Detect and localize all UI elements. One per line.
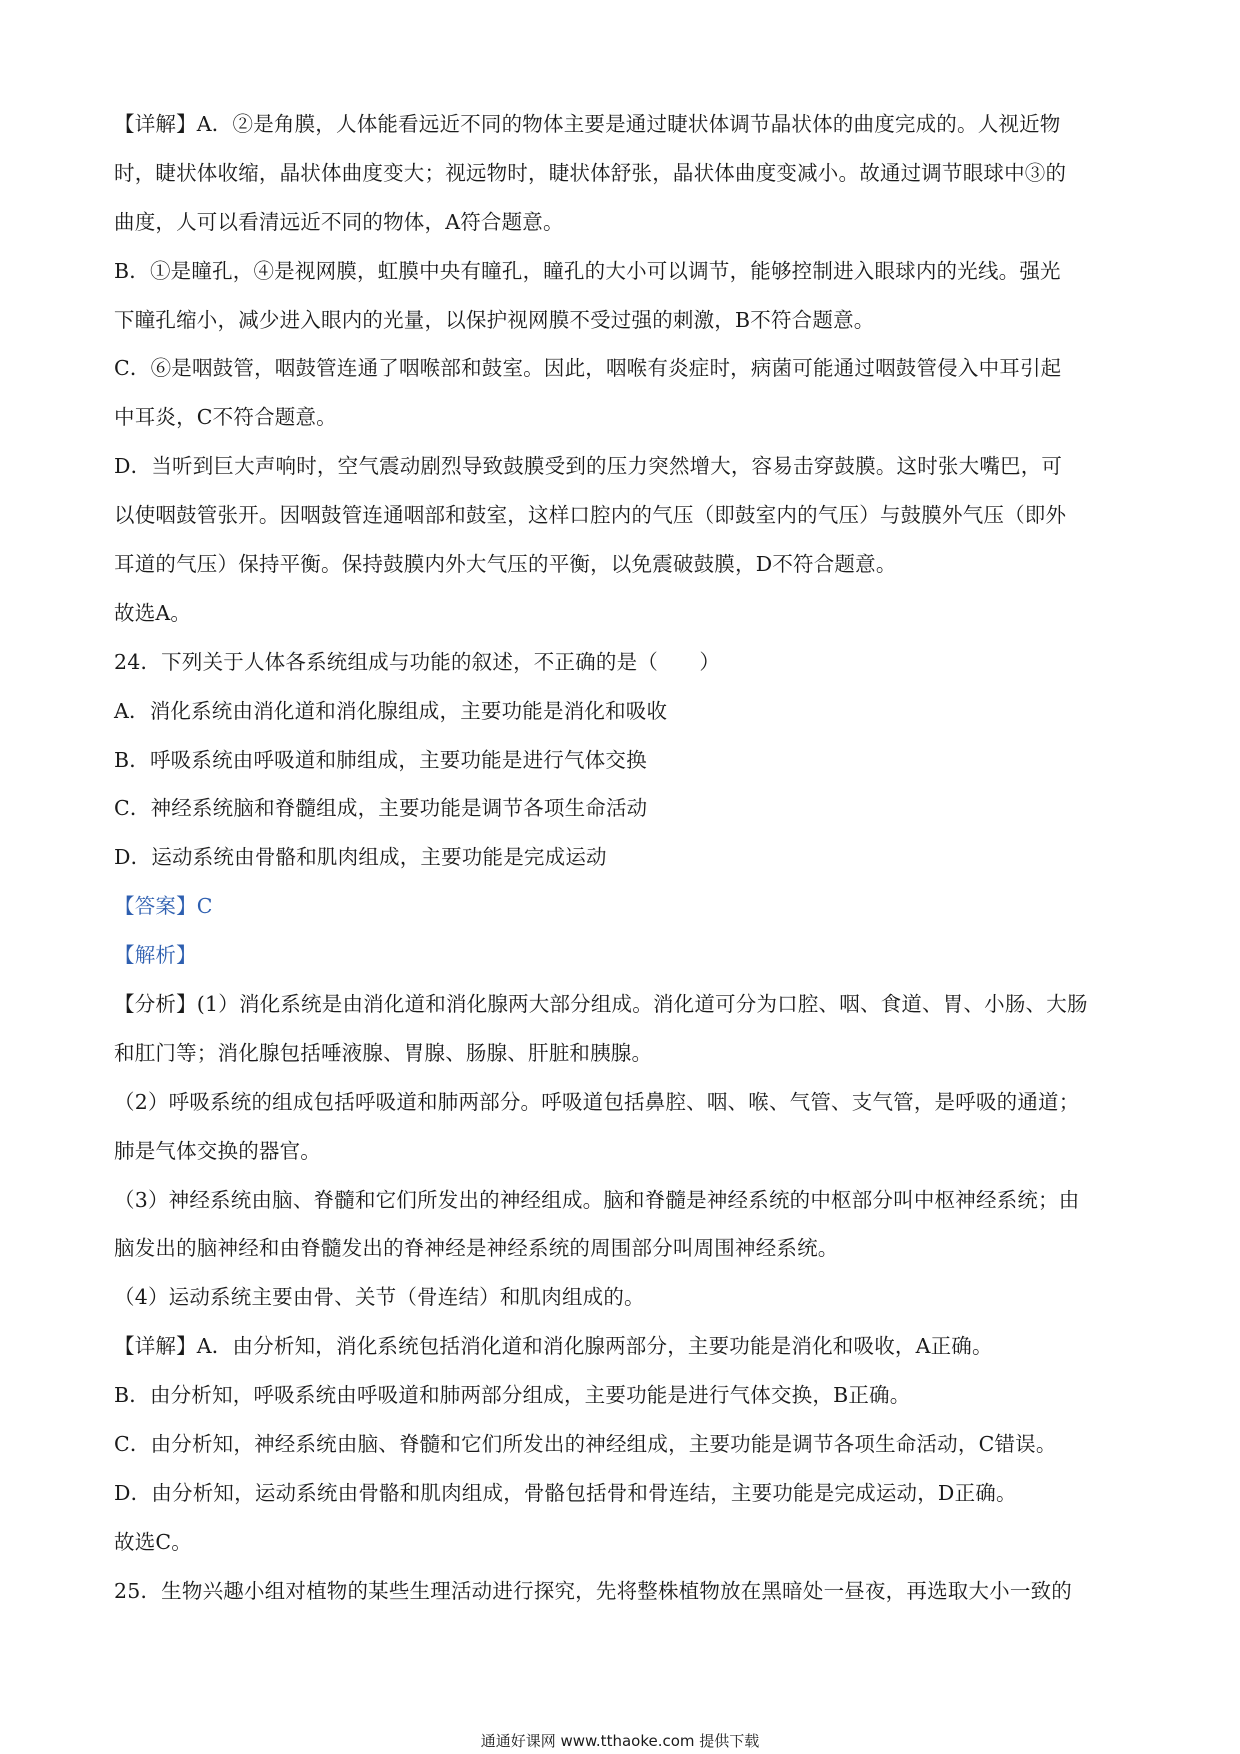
paragraph-line: 时，睫状体收缩，晶状体曲度变大；视远物时，睫状体舒张，晶状体曲度变减小。故通过调节眼球中③的 <box>114 160 1067 185</box>
question-stem: 25．生物兴趣小组对植物的某些生理活动进行探究，先将整株植物放在黑暗处一昼夜，再选取大小一致的 <box>114 1578 1072 1603</box>
paragraph-line: 【分析】(1）消化系统是由消化道和消化腺两大部分组成。消化道可分为口腔、咽、食道、胃、小肠、大肠 <box>114 992 1088 1017</box>
paragraph-line: D．由分析知，运动系统由骨骼和肌肉组成，骨骼包括骨和骨连结，主要功能是完成运动，D正确。 <box>114 1480 1017 1505</box>
option-d: D．运动系统由骨骼和肌肉组成，主要功能是完成运动 <box>114 845 607 870</box>
paragraph-line: 脑发出的脑神经和由脊髓发出的脊神经是神经系统的周围部分叫周围神经系统。 <box>114 1236 839 1261</box>
paragraph-line: 下瞳孔缩小，减少进入眼内的光量，以保护视网膜不受过强的刺激，B不符合题意。 <box>114 307 875 332</box>
answer-label: 【答案】C <box>114 894 213 919</box>
option-b: B．呼吸系统由呼吸道和肺组成，主要功能是进行气体交换 <box>114 747 647 772</box>
option-c: C．神经系统脑和脊髓组成，主要功能是调节各项生命活动 <box>114 796 648 821</box>
document-body <box>114 100 1144 1616</box>
page-footer: 通通好课网 www.tthaoke.com 提供下载 <box>480 1732 760 1750</box>
paragraph-line: D．当听到巨大声响时，空气震动剧烈导致鼓膜受到的压力突然增大，容易击穿鼓膜。这时张大嘴巴，可 <box>114 454 1063 479</box>
conclusion-line: 故选A。 <box>114 600 192 625</box>
paragraph-line: B．由分析知，呼吸系统由呼吸道和肺两部分组成，主要功能是进行气体交换，B正确。 <box>114 1383 911 1408</box>
paragraph-line: 耳道的气压）保持平衡。保持鼓膜内外大气压的平衡，以免震破鼓膜，D不符合题意。 <box>114 552 897 577</box>
paragraph-line: 【详解】A．②是角膜，人体能看远近不同的物体主要是通过睫状体调节晶状体的曲度完成的。人视近物 <box>114 112 1061 136</box>
option-a: A．消化系统由消化道和消化腺组成，主要功能是消化和吸收 <box>114 698 668 723</box>
paragraph-line: B．①是瞳孔，④是视网膜，虹膜中央有瞳孔，瞳孔的大小可以调节，能够控制进入眼球内的光线。强光 <box>114 258 1061 283</box>
analysis-label: 【解析】 <box>114 943 197 968</box>
question-stem: 24．下列关于人体各系统组成与功能的叙述，不正确的是（ ） <box>114 649 721 674</box>
paragraph-line: （2）呼吸系统的组成包括呼吸道和肺两部分。呼吸道包括鼻腔、咽、喉、气管、支气管，是呼吸的通道； <box>114 1089 1080 1114</box>
paragraph-line: （4）运动系统主要由骨、关节（骨连结）和肌肉组成的。 <box>114 1285 645 1310</box>
paragraph-line: 【详解】A．由分析知，消化系统包括消化道和消化腺两部分，主要功能是消化和吸收，A正确。 <box>114 1334 993 1359</box>
paragraph-line: 中耳炎，C不符合题意。 <box>114 405 337 430</box>
paragraph-line: （3）神经系统由脑、脊髓和它们所发出的神经组成。脑和脊髓是神经系统的中枢部分叫中枢神经系统；由 <box>114 1187 1080 1212</box>
paragraph-line: C．⑥是咽鼓管，咽鼓管连通了咽喉部和鼓室。因此，咽喉有炎症时，病菌可能通过咽鼓管侵入中耳引起 <box>114 356 1062 381</box>
paragraph-line: 以使咽鼓管张开。因咽鼓管连通咽部和鼓室，这样口腔内的气压（即鼓室内的气压）与鼓膜外气压（即外 <box>114 503 1067 528</box>
paragraph-line: C．由分析知，神经系统由脑、脊髓和它们所发出的神经组成，主要功能是调节各项生命活动，C错误。 <box>114 1432 1057 1457</box>
conclusion-line: 故选C。 <box>114 1529 192 1554</box>
paragraph-line: 曲度，人可以看清远近不同的物体，A符合题意。 <box>114 209 564 234</box>
paragraph-line: 肺是气体交换的器官。 <box>114 1138 321 1163</box>
paragraph-line: 和肛门等；消化腺包括唾液腺、胃腺、肠腺、肝脏和胰腺。 <box>114 1040 653 1065</box>
